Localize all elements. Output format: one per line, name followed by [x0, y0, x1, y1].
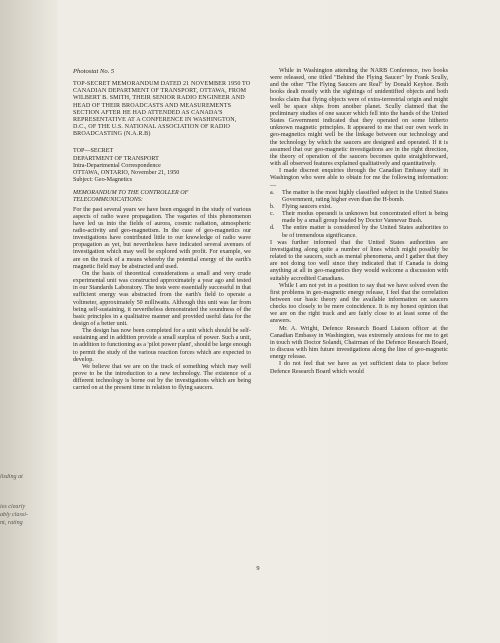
list-item — [270, 211, 448, 225]
right-column — [270, 68, 448, 376]
photostat-caption: Photostat No. 5 — [73, 68, 115, 75]
margin-fragment: ies clearly — [0, 504, 26, 510]
list-item-label: b. — [270, 203, 275, 210]
memo-correspondence: Intra-Departmental Correspondence — [73, 162, 161, 169]
list-item — [270, 225, 448, 239]
memo-header — [73, 148, 251, 184]
body-paragraph: We believe that we are on the track of something which may well prove to be the introduction to a new technology. The existence of a different technology is borne out by the investigations which are being carried on at the present time in relation to flying saucers. — [73, 363, 251, 392]
body-paragraph: Mr. A. Wright, Defence Research Board Liaison officer at the Canadian Embassy in Washington, was extremely anxious for me to get in touch with Doctor Solandt, Chairman of the Defence Research Board, to discuss with him future investigations along the line of geo-magnetic energy release. — [270, 325, 448, 361]
document-heading: TOP-SECRET MEMORANDUM DATED 21 NOVEMBER 1950 TO CANADIAN DEPARTMENT OF TRANSPORT, OTTAWA, FROM WILBERT B. SMITH, THEIR SENIOR RADIO ENGINEER AND HEAD OF THEIR BROADCASTS AND MEASUREMENTS SECTION AFTER HE HAD ATTENDED AS CANADA'S REPRESENTATIVE AT A CONFERENCE IN WASHINGTON, D.C., OF THE U.S. NATIONAL ASSOCIATION OF RADIO BROADCASTING (N.A.R.B) — [73, 81, 251, 138]
margin-fragment: llsding at — [0, 474, 23, 480]
list-item-text: The entire matter is considered by the United States authorities to be of tremendous significance. — [282, 225, 448, 239]
list-item-label: d. — [270, 225, 275, 232]
page-number: 9 — [256, 565, 260, 572]
list-item-text: Flying saucers exist. — [282, 203, 332, 210]
body-paragraph: For the past several years we have been engaged in the study of various aspects of radio wave propagation. The vagaries of this phenomenon have led us into the fields of aurora, cosmic radiation, atmospheric radio-activity and geo-magnetism. In the case of geo-magnetics our investigations have contributed little to our knowledge of radio wave propagation as yet, but nevertheless have indicated several avenues of investigation which may well be explored with profit. For example, we are on the track of a means whereby the potential energy of the earth's magnetic field may be abstracted and used. — [73, 206, 251, 270]
list-item-text: Their modus operandi is unknown but concentrated effort is being made by a small group headed by Doctor Vannevar Bush. — [282, 211, 448, 225]
list-item-text: The matter is the most highly classified subject in the United States Government, rating higher even than the H-bomb. — [282, 189, 448, 203]
findings-list — [270, 190, 448, 240]
memo-addressee: MEMORANDUM TO THE CONTROLLER OF TELECOMMUNICATIONS: — [73, 190, 189, 204]
margin-fragment: nt, rating — [0, 520, 23, 526]
body-paragraph: While in Washington attending the NARB Conference, two books were released, one titled "Behind the Flying Saucer" by Frank Scully, and the other "The Flying Saucers are Real" by Donald Keyhoe. Both books dealt mostly with the sightings of unidentified objects and both books claim that flying objects were of extra-terrestrial origin and might well be space ships from another planet. Scully claimed that the preliminary studies of one saucer which fell into the hands of the United States Government indicated that they operated on some hitherto unknown magnetic principles. It appeared to me that our own work in geo-magnetics might well be the linkage between our technology and the technology by which the saucers are designed and operated. If it is assumed that our geo-magnetic investigations are in the right direction, the theory of operation of the saucers becomes quite straightforward, with all observed features explained qualitatively and quantitatively. — [270, 68, 448, 168]
body-paragraph: While I am not yet in a position to say that we have solved even the first problems in geo-magnetic energy release, I feel that the correlation between our basic theory and the available information on saucers checks too closely to be mere coincidence. It is my honest opinion that we are on the right track and are fairly close to at least some of the answers. — [270, 282, 448, 325]
memo-subject: Subject: Geo-Magnetics — [73, 177, 133, 184]
memo-department: DEPARTMENT OF TRANSPORT — [73, 155, 159, 162]
body-paragraph: I made discreet enquiries through the Canadian Embassy staff in Washington who were able to obtain for me the following information:— — [270, 168, 448, 189]
list-item-label: c. — [270, 211, 275, 218]
margin-fragment: ably classi- — [0, 512, 28, 518]
body-paragraph: On the basis of theoretical considerations a small and very crude experimental unit was constructed approximately a year ago and tested in our Standards Laboratory. The tests were essentially successful in that sufficient energy was abstracted from the earth's field to operate a voltmeter, approximately 50 milliwatts. Although this unit was far from being self-sustaining, it nevertheless demonstrated the soundness of the basic principles in a qualitative manner and provided useful data for the design of a better unit. — [73, 270, 251, 327]
left-column — [73, 68, 251, 393]
memo-date: OTTAWA, ONTARIO, November 21, 1950 — [73, 169, 180, 176]
list-item — [270, 190, 448, 204]
memo-classification: TOP—SECRET — [73, 148, 114, 155]
list-item-label: a. — [270, 189, 275, 196]
book-gutter — [0, 0, 58, 643]
body-paragraph: I do not feel that we have as yet sufficient data to place before Defence Research Board which would — [270, 361, 448, 375]
body-paragraph: I was further informed that the United States authorities are investigating along quite a number of lines which might possibly be related to the saucers, such as mental phenomena, and I gather that they are not doing too well since they indicated that if Canada is doing anything at all in geo-magnetics they would welcome a discussion with suitably accredited Canadians. — [270, 239, 448, 282]
body-paragraph: The design has now been completed for a unit which should be self-sustaining and in addition provide a small surplus of power. Such a unit, in addition to functioning as a 'pilot power plant', should be large enough to permit the study of the various reaction forces which are expected to develop. — [73, 328, 251, 363]
